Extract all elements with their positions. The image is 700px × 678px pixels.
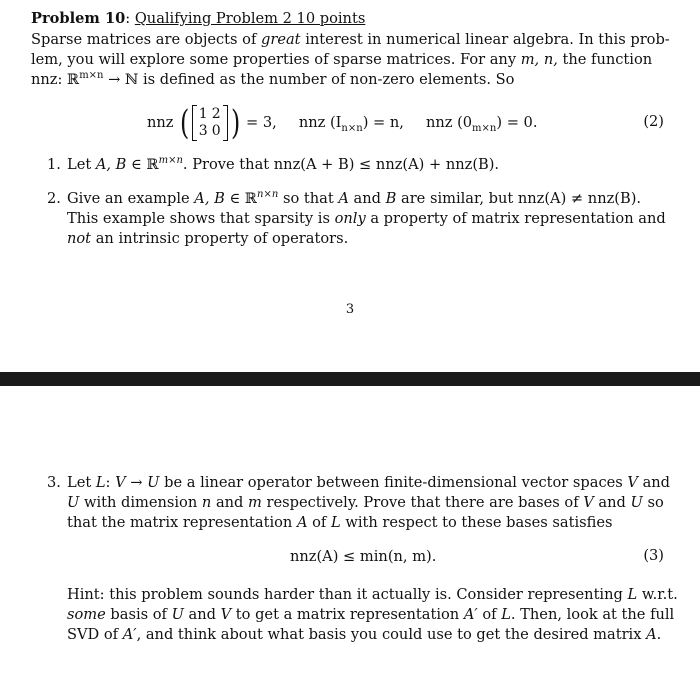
item-2-line-2: [67, 209, 666, 229]
item-1-text-a: Let: [67, 156, 92, 173]
intro-text-3: → ℕ is defined as the number of non-zero elements. So: [108, 71, 515, 88]
eq2-part1: = 3,: [246, 114, 277, 131]
equation-number-3: (3): [643, 547, 664, 564]
item-3-arrow: →: [130, 474, 143, 491]
problem-colon: :: [125, 10, 131, 27]
eq2-right-paren: ): [230, 103, 241, 143]
item-3-U3: U: [630, 494, 643, 511]
hint-some: some: [67, 606, 106, 623]
item-1-AB: A, B: [95, 156, 127, 173]
item-2-B: B: [385, 190, 397, 207]
intro-reals: ℝ: [67, 71, 80, 88]
problem-label: Problem 10: [31, 10, 126, 27]
eq2-zero-sub: m×n: [472, 122, 497, 134]
matrix-cell: 2: [211, 106, 221, 122]
intro-reals-sup: m×n: [79, 70, 104, 82]
item-3-A: A: [296, 514, 308, 531]
item-2-text-e: This example shows that sparsity is: [67, 210, 330, 227]
item-3-and2: and: [215, 494, 244, 511]
matrix-cell: 0: [211, 123, 221, 139]
matrix-grid: [197, 106, 223, 140]
hint-Aprime: A′: [463, 606, 478, 623]
hint-Aprime2: A′: [122, 626, 137, 643]
eq2-nnz: nnz: [147, 114, 174, 131]
eq2-identity: nnz (I: [298, 114, 342, 131]
hint-A: A: [646, 626, 657, 643]
item-1-sup: m×n: [158, 155, 183, 167]
item-3-text-f: with respect to these bases satisfies: [345, 514, 613, 531]
eq2-left-paren: (: [179, 103, 189, 143]
page-number: 3: [345, 302, 355, 317]
intro-line-1: [31, 30, 670, 50]
item-3-and: and: [642, 474, 671, 491]
intro-text-1b: interest in numerical linear algebra. In this prob-: [305, 31, 670, 48]
item-3-text-d: respectively. Prove that there are bases of: [266, 494, 579, 511]
item-3-colon: :: [105, 474, 111, 491]
equation-number-2: (2): [643, 113, 664, 130]
eq2-zero-rest: ) = 0.: [496, 114, 538, 131]
item-2-sup: n×n: [257, 189, 279, 201]
hint-text-d: . Then, look at the full: [510, 606, 675, 623]
item-2-AB: A, B: [194, 190, 225, 207]
item-3-text-e: that the matrix representation: [67, 514, 293, 531]
hint-of: of: [482, 606, 497, 623]
intro-line-2: [31, 50, 652, 70]
hint-L: L: [627, 586, 638, 603]
item-3-text-c: with dimension: [83, 494, 198, 511]
matrix-cell: 3: [198, 123, 208, 139]
problem-subtitle: Qualifying Problem 2 10 points: [134, 10, 366, 27]
item-2-text-f: a property of matrix representation and: [370, 210, 666, 227]
page-separator: [0, 372, 700, 386]
hint-V: V: [220, 606, 232, 623]
hint-text-e: SVD of: [67, 626, 119, 643]
intro-text-1a: Sparse matrices are objects of: [31, 31, 257, 48]
item-1-text-c: . Prove that nnz(A + B) ≤ nnz(A) + nnz(B).: [182, 156, 500, 173]
item-3-V: V: [115, 474, 126, 491]
hint-and: and: [188, 606, 216, 623]
eq2-zero: nnz (0: [425, 114, 473, 131]
item-3-so: so: [647, 494, 664, 511]
hint-text-c: to get a matrix representation: [235, 606, 460, 623]
item-3-of: of: [312, 514, 327, 531]
item-3-U: U: [147, 474, 160, 491]
hint-text-f: , and think about what basis you could use to get the desired matrix: [136, 626, 642, 643]
hint-line-2: [67, 605, 674, 625]
item-2-text-d: are similar, but nnz(A) ≠ nnz(B).: [401, 190, 642, 207]
intro-text-2a: lem, you will explore some properties of sparse matrices. For any: [31, 51, 517, 68]
hint-U: U: [171, 606, 184, 623]
item-3-U2: U: [67, 494, 80, 511]
item-3-text-a: Let: [67, 474, 92, 491]
item-2-number: 2.: [47, 190, 61, 207]
page-lower: [0, 386, 700, 678]
item-2-A: A: [338, 190, 349, 207]
item-2-line-3: [67, 229, 348, 249]
item-3-L2: L: [330, 514, 341, 531]
hint-text-a: Hint: this problem sounds harder than it actually is. Consider representing: [67, 586, 623, 603]
item-3-and3: and: [598, 494, 626, 511]
hint-line-1: [67, 585, 678, 605]
item-2-line-1: [67, 189, 641, 209]
problem-title: [31, 9, 365, 29]
item-2-text-g: an intrinsic property of operators.: [95, 230, 349, 247]
hint-line-3: [67, 625, 661, 645]
intro-mn: m, n,: [520, 51, 558, 68]
item-3-line-3: [67, 513, 612, 533]
item-3-line-2: [67, 493, 664, 513]
item-2-only: only: [334, 210, 366, 227]
intro-nnz: nnz:: [31, 71, 63, 88]
item-1-text-b: ∈ ℝ: [131, 156, 159, 173]
intro-text-2b: the function: [562, 51, 653, 68]
matrix-cell: 1: [198, 106, 208, 122]
item-1-number: 1.: [47, 156, 61, 173]
item-3-line-1: [67, 473, 670, 493]
equation-3: nnz(A) ≤ min(n, m).: [290, 548, 437, 565]
eq2-matrix: [191, 105, 229, 141]
intro-emphasis-great: great: [261, 31, 301, 48]
item-3-n: n: [201, 494, 212, 511]
item-1: [67, 155, 499, 175]
hint-wrt: w.r.t.: [641, 586, 678, 603]
eq2-identity-sub: n×n: [341, 122, 363, 134]
hint-period: .: [656, 626, 662, 643]
item-2-text-b: ∈ ℝ: [229, 190, 258, 207]
eq2-part3: [426, 113, 538, 133]
eq2-part2: [299, 113, 404, 133]
hint-L2: L: [501, 606, 511, 623]
item-2-text-c: so that: [282, 190, 334, 207]
item-3-L: L: [95, 474, 106, 491]
eq2-identity-rest: ) = n,: [362, 114, 404, 131]
item-2-and: and: [353, 190, 381, 207]
matrix-right-bracket: [223, 105, 228, 141]
item-3-V3: V: [583, 494, 594, 511]
equation-2: [147, 100, 537, 146]
item-3-number: 3.: [47, 474, 61, 491]
item-3-V2: V: [627, 474, 638, 491]
item-2-not: not: [67, 230, 92, 247]
item-2-text-a: Give an example: [67, 190, 190, 207]
item-3-m: m: [248, 494, 262, 511]
item-3-text-b: be a linear operator between finite-dimensional vector spaces: [164, 474, 623, 491]
intro-line-3: [31, 70, 514, 90]
hint-text-b: basis of: [110, 606, 167, 623]
